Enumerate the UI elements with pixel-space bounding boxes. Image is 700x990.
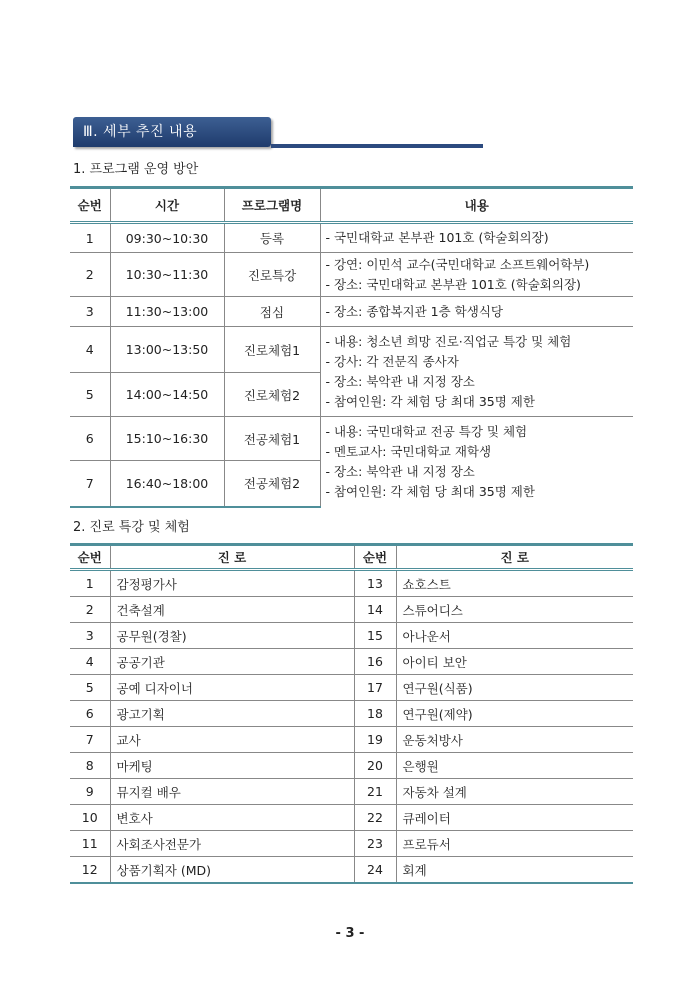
table-row [70,570,633,597]
career-no: 20 [354,753,396,779]
content-line: - 강사: 각 전문직 종사자 [325,353,459,369]
career-no: 12 [70,857,110,884]
row-program: 점심 [224,297,320,327]
career-no: 4 [70,649,110,675]
row-time: 13:00~13:50 [110,327,224,373]
table-row [70,597,633,623]
career-name: 건축설계 [110,597,354,623]
row-program: 진로체험2 [224,373,320,417]
header-no-left: 순번 [70,545,110,570]
career-name: 회계 [396,857,633,884]
table-row [70,623,633,649]
career-name: 공공기관 [110,649,354,675]
row-program: 전공체험2 [224,461,320,507]
career-name: 연구원(제약) [396,701,633,727]
table-row [70,831,633,857]
career-no: 17 [354,675,396,701]
table-row [70,297,633,327]
table-row [70,857,633,884]
career-no: 2 [70,597,110,623]
row-no: 7 [70,461,110,507]
content-line: - 장소: 북악관 내 지정 장소 [325,463,475,479]
content-line: - 참여인원: 각 체험 당 최대 35명 제한 [325,483,535,499]
career-no: 16 [354,649,396,675]
content-line: - 멘토교사: 국민대학교 재학생 [325,443,492,459]
career-name: 공무원(경찰) [110,623,354,649]
content-line: - 내용: 국민대학교 전공 특강 및 체험 [325,423,528,439]
career-no: 19 [354,727,396,753]
content-line: - 국민대학교 본부관 101호 (학술회의장) [325,230,549,245]
table-row [70,649,633,675]
row-time: 09:30~10:30 [110,223,224,253]
career-name: 뮤지컬 배우 [110,779,354,805]
career-name: 연구원(식품) [396,675,633,701]
subsection-title-program: 1. 프로그램 운영 방안 [73,162,199,177]
career-no: 24 [354,857,396,884]
career-name: 사회조사전문가 [110,831,354,857]
career-no: 11 [70,831,110,857]
career-name: 운동처방사 [396,727,633,753]
content-line: - 강연: 이민석 교수(국민대학교 소프트웨어학부) [325,256,590,272]
row-no: 1 [70,223,110,253]
table-row [70,253,633,297]
career-name: 마케팅 [110,753,354,779]
row-program: 진로체험1 [224,327,320,373]
career-no: 21 [354,779,396,805]
section-underline [271,144,483,148]
table-row [70,701,633,727]
career-no: 23 [354,831,396,857]
row-time: 10:30~11:30 [110,253,224,297]
program-table [70,186,633,508]
row-time: 15:10~16:30 [110,417,224,461]
row-content [320,297,633,327]
career-no: 10 [70,805,110,831]
career-name: 스튜어디스 [396,597,633,623]
header-career-left: 진 로 [110,545,354,570]
row-no: 6 [70,417,110,461]
career-no: 8 [70,753,110,779]
table-row [70,805,633,831]
section-header [73,117,483,151]
career-no: 3 [70,623,110,649]
row-time: 11:30~13:00 [110,297,224,327]
career-no: 7 [70,727,110,753]
section-title: Ⅲ. 세부 추진 내용 [73,117,271,147]
content-line: - 장소: 종합복지관 1층 학생식당 [325,303,503,319]
career-no: 9 [70,779,110,805]
career-name: 은행원 [396,753,633,779]
content-line: - 내용: 청소년 희망 진로·직업군 특강 및 체험 [325,333,572,349]
row-no: 5 [70,373,110,417]
career-name: 변호사 [110,805,354,831]
header-career-right: 진 로 [396,545,633,570]
row-time: 16:40~18:00 [110,461,224,507]
header-time: 시간 [110,188,224,223]
table-header-row [70,188,633,223]
row-program: 진로특강 [224,253,320,297]
table-row [70,779,633,805]
row-content [320,253,633,297]
table-row [70,753,633,779]
career-no: 22 [354,805,396,831]
row-no: 4 [70,327,110,373]
row-content-merged [320,417,633,507]
career-no: 15 [354,623,396,649]
career-name: 교사 [110,727,354,753]
table-header-row [70,545,633,570]
career-name: 감정평가사 [110,570,354,597]
career-name: 공예 디자이너 [110,675,354,701]
career-no: 5 [70,675,110,701]
header-program: 프로그램명 [224,188,320,223]
career-no: 1 [70,570,110,597]
row-no: 2 [70,253,110,297]
career-no: 18 [354,701,396,727]
career-name: 자동차 설계 [396,779,633,805]
row-content-merged [320,327,633,417]
table-row [70,223,633,253]
career-no: 13 [354,570,396,597]
table-row [70,675,633,701]
header-no-right: 순번 [354,545,396,570]
career-name: 쇼호스트 [396,570,633,597]
header-content: 내용 [320,188,633,223]
content-line: - 참여인원: 각 체험 당 최대 35명 제한 [325,393,535,409]
career-name: 광고기획 [110,701,354,727]
content-line: - 장소: 국민대학교 본부관 101호 (학술회의장) [325,276,581,292]
page-number: - 3 - [335,926,365,941]
career-name: 프로듀서 [396,831,633,857]
career-no: 14 [354,597,396,623]
table-row [70,327,633,373]
row-no: 3 [70,297,110,327]
row-time: 14:00~14:50 [110,373,224,417]
row-program: 등록 [224,223,320,253]
row-content [320,223,633,253]
row-program: 전공체험1 [224,417,320,461]
career-name: 아이티 보안 [396,649,633,675]
career-no: 6 [70,701,110,727]
table-row [70,417,633,461]
content-line: - 장소: 북악관 내 지정 장소 [325,373,475,389]
career-table [70,543,633,884]
table-row [70,727,633,753]
career-name: 아나운서 [396,623,633,649]
header-no: 순번 [70,188,110,223]
subsection-title-career: 2. 진로 특강 및 체험 [73,520,190,535]
career-name: 상품기획자 (MD) [110,857,354,884]
career-name: 큐레이터 [396,805,633,831]
